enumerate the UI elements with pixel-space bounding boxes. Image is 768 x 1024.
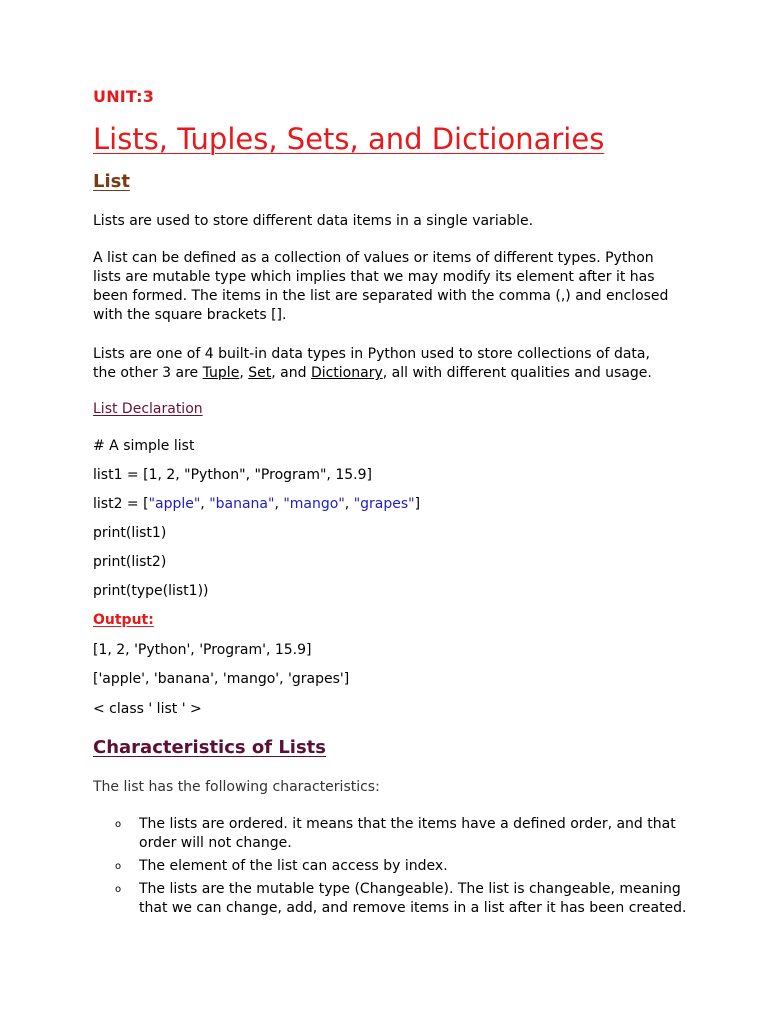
paragraph-definition: A list can be defined as a collection of values or items of different types. Python lists are mutable type which implies that we may modify its element after it has been formed. The items in the list are separated with the comma (,) and enclosed with the square brackets []. — [93, 250, 669, 323]
code-text: , — [344, 496, 354, 512]
bullet-circle-icon: o — [115, 819, 122, 830]
list-item — [112, 857, 692, 876]
string-literal: "mango" — [283, 496, 345, 512]
paragraph-intro: Lists are used to store different data items in a single variable. — [93, 213, 534, 229]
code-line-print2: print(list2) — [93, 554, 167, 570]
paragraph-data-types — [93, 345, 668, 383]
set-link[interactable]: Set — [248, 365, 272, 381]
characteristics-list — [112, 815, 692, 922]
output-line-1: [1, 2, 'Python', 'Program', 15.9] — [93, 642, 312, 658]
tuple-link[interactable]: Tuple — [202, 365, 240, 381]
string-literal: "apple" — [148, 496, 201, 512]
characteristics-intro: The list has the following characteristics: — [93, 779, 380, 795]
list-declaration-heading: List Declaration — [93, 401, 203, 417]
code-text: , — [274, 496, 284, 512]
section-heading-list: List — [93, 171, 130, 192]
string-literal: "banana" — [209, 496, 275, 512]
code-line-list2 — [93, 495, 683, 514]
output-line-3: < class ' list ' > — [93, 701, 202, 717]
list-item-text: The lists are the mutable type (Changeable). The list is changeable, meaning that we can change, add, and remove items in a list after it has been created. — [139, 881, 687, 916]
paragraph-text: , and — [271, 365, 311, 381]
code-text: , — [200, 496, 210, 512]
paragraph-text: , all with different qualities and usage. — [382, 365, 652, 381]
code-text: ] — [414, 496, 421, 512]
unit-label: UNIT:3 — [93, 87, 155, 106]
list-item-text: The element of the list can access by index. — [139, 858, 448, 874]
bullet-circle-icon: o — [115, 861, 122, 872]
code-text: list2 = [ — [93, 496, 149, 512]
code-comment: # A simple list — [93, 438, 195, 454]
characteristics-heading: Characteristics of Lists — [93, 737, 326, 758]
paragraph-text: , — [239, 365, 249, 381]
paragraph-text: Lists are one of 4 built-in data types in Python used to store collections of data, the other 3 are — [93, 346, 650, 381]
output-label: Output: — [93, 612, 154, 628]
dictionary-link[interactable]: Dictionary — [310, 365, 383, 381]
list-item — [112, 815, 692, 853]
code-line-list1: list1 = [1, 2, "Python", "Program", 15.9] — [93, 467, 372, 483]
output-line-2: ['apple', 'banana', 'mango', 'grapes'] — [93, 671, 350, 687]
list-item-text: The lists are ordered. it means that the items have a defined order, and that order will not change. — [139, 816, 676, 851]
code-line-print3: print(type(list1)) — [93, 583, 209, 599]
code-line-print1: print(list1) — [93, 525, 167, 541]
bullet-circle-icon: o — [115, 884, 122, 895]
string-literal: "grapes" — [353, 496, 415, 512]
list-item — [112, 880, 692, 918]
page-title: Lists, Tuples, Sets, and Dictionaries — [93, 122, 605, 156]
